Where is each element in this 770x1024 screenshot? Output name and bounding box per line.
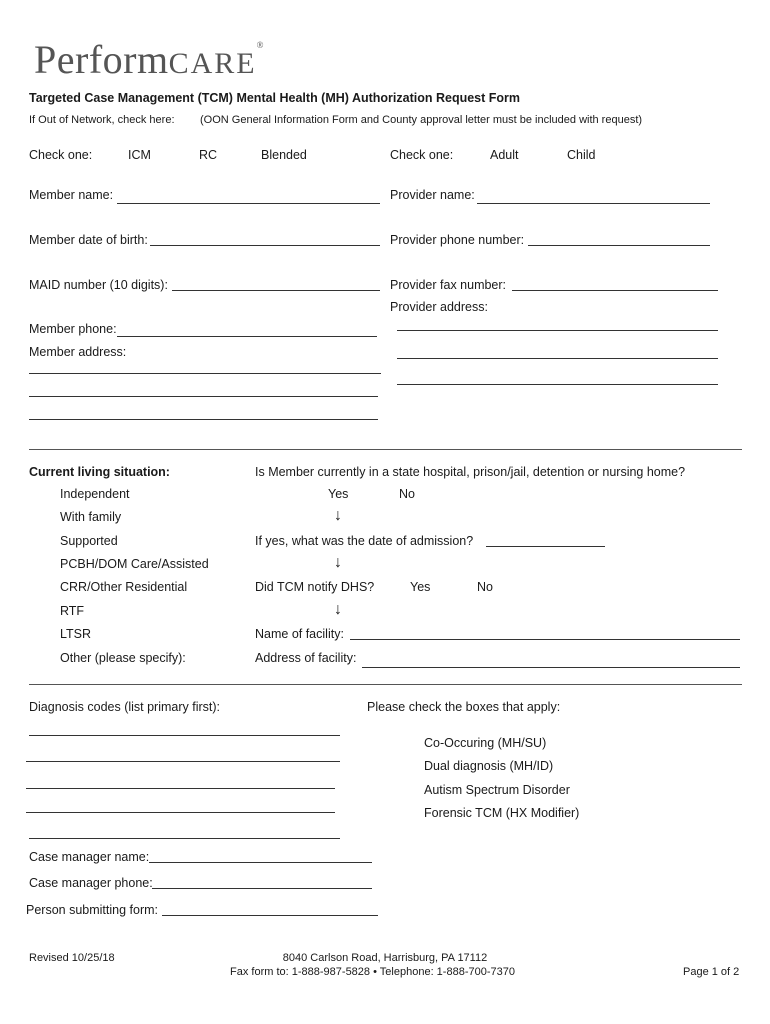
- admission-date-field[interactable]: [486, 546, 605, 547]
- oon-note: (OON General Information Form and County approval letter must be included with request): [200, 114, 643, 126]
- case-manager-phone-field[interactable]: [152, 888, 372, 889]
- member-dob-label: Member date of birth:: [29, 233, 148, 247]
- checkbox-co-occurring[interactable]: Co-Occuring (MH/SU): [424, 736, 547, 750]
- case-manager-name-label: Case manager name:: [29, 850, 150, 864]
- dhs-no[interactable]: No: [477, 580, 493, 594]
- diagnosis-line-2[interactable]: [26, 761, 340, 762]
- member-address-line-1[interactable]: [29, 373, 381, 374]
- member-dob-field[interactable]: [150, 245, 380, 246]
- provider-address-line-2[interactable]: [397, 358, 718, 359]
- provider-fax-field[interactable]: [512, 290, 718, 291]
- option-icm[interactable]: ICM: [128, 148, 151, 162]
- facility-address-field[interactable]: [362, 667, 740, 668]
- facility-name-field[interactable]: [350, 639, 740, 640]
- provider-name-field[interactable]: [477, 203, 710, 204]
- submitter-field[interactable]: [162, 915, 378, 916]
- page-number: Page 1 of 2: [683, 966, 740, 978]
- revised-date: Revised 10/25/18: [29, 952, 115, 964]
- footer-contact: Fax form to: 1-888-987-5828 • Telephone: 1-888-700-7370: [230, 966, 515, 978]
- admission-question: If yes, what was the date of admission?: [255, 534, 474, 548]
- provider-address-line-1[interactable]: [397, 330, 718, 331]
- provider-name-label: Provider name:: [390, 188, 475, 202]
- diagnosis-label: Diagnosis codes (list primary first):: [29, 700, 221, 714]
- facility-address-label: Address of facility:: [255, 651, 357, 665]
- living-option-other[interactable]: Other (please specify):: [60, 651, 186, 665]
- checkbox-autism[interactable]: Autism Spectrum Disorder: [424, 783, 570, 797]
- footer-address: 8040 Carlson Road, Harrisburg, PA 17112: [282, 952, 488, 964]
- maid-field[interactable]: [172, 290, 380, 291]
- form-title: Targeted Case Management (TCM) Mental Health (MH) Authorization Request Form: [29, 91, 521, 105]
- member-address-line-2[interactable]: [29, 396, 378, 397]
- living-option-independent[interactable]: Independent: [60, 487, 130, 501]
- down-arrow-icon: ↓: [334, 507, 342, 524]
- logo-registered: ®: [256, 40, 264, 50]
- provider-address-line-3[interactable]: [397, 384, 718, 385]
- living-heading: Current living situation:: [29, 465, 170, 479]
- option-blended[interactable]: Blended: [261, 148, 307, 162]
- provider-address-label: Provider address:: [390, 300, 488, 314]
- option-rc[interactable]: RC: [199, 148, 218, 162]
- member-name-field[interactable]: [117, 203, 380, 204]
- provider-phone-field[interactable]: [528, 245, 710, 246]
- facility-question: Is Member currently in a state hospital, prison/jail, detention or nursing home?: [255, 465, 686, 479]
- dhs-question: Did TCM notify DHS?: [255, 580, 375, 594]
- option-adult[interactable]: Adult: [490, 148, 519, 162]
- down-arrow-icon: ↓: [334, 554, 342, 571]
- submitter-label: Person submitting form:: [26, 903, 158, 917]
- provider-phone-label: Provider phone number:: [390, 233, 525, 247]
- diagnosis-line-5[interactable]: [29, 838, 340, 839]
- checkbox-forensic[interactable]: Forensic TCM (HX Modifier): [424, 806, 580, 820]
- logo-caps: CARE: [168, 47, 257, 80]
- dhs-yes[interactable]: Yes: [410, 580, 431, 594]
- program-check-label: Check one:: [29, 148, 93, 162]
- logo-main: Perform: [34, 37, 169, 82]
- performcare-logo: [34, 36, 264, 83]
- oon-label: If Out of Network, check here:: [29, 114, 175, 126]
- down-arrow-icon: ↓: [334, 601, 342, 618]
- living-option-with-family[interactable]: With family: [60, 510, 122, 524]
- diagnosis-line-4[interactable]: [26, 812, 335, 813]
- living-option-ltsr[interactable]: LTSR: [60, 627, 92, 641]
- section-divider-2: [29, 684, 742, 685]
- provider-fax-label: Provider fax number:: [390, 278, 507, 292]
- case-manager-name-field[interactable]: [149, 862, 372, 863]
- living-option-crr[interactable]: CRR/Other Residential: [60, 580, 188, 594]
- facility-yes[interactable]: Yes: [328, 487, 349, 501]
- living-option-pcbh[interactable]: PCBH/DOM Care/Assisted: [60, 557, 209, 571]
- facility-no[interactable]: No: [399, 487, 415, 501]
- member-address-label: Member address:: [29, 345, 127, 359]
- checkbox-dual-diagnosis[interactable]: Dual diagnosis (MH/ID): [424, 759, 554, 773]
- diagnosis-line-3[interactable]: [26, 788, 335, 789]
- member-phone-field[interactable]: [117, 336, 377, 337]
- member-phone-label: Member phone:: [29, 322, 117, 336]
- age-check-label: Check one:: [390, 148, 454, 162]
- checkboxes-heading: Please check the boxes that apply:: [367, 700, 561, 714]
- diagnosis-line-1[interactable]: [29, 735, 340, 736]
- case-manager-phone-label: Case manager phone:: [29, 876, 153, 890]
- member-address-line-3[interactable]: [29, 419, 378, 420]
- living-option-supported[interactable]: Supported: [60, 534, 118, 548]
- living-option-rtf[interactable]: RTF: [60, 604, 85, 618]
- facility-name-label: Name of facility:: [255, 627, 344, 641]
- section-divider-1: [29, 449, 742, 450]
- member-name-label: Member name:: [29, 188, 114, 202]
- option-child[interactable]: Child: [567, 148, 596, 162]
- maid-label: MAID number (10 digits):: [29, 278, 168, 292]
